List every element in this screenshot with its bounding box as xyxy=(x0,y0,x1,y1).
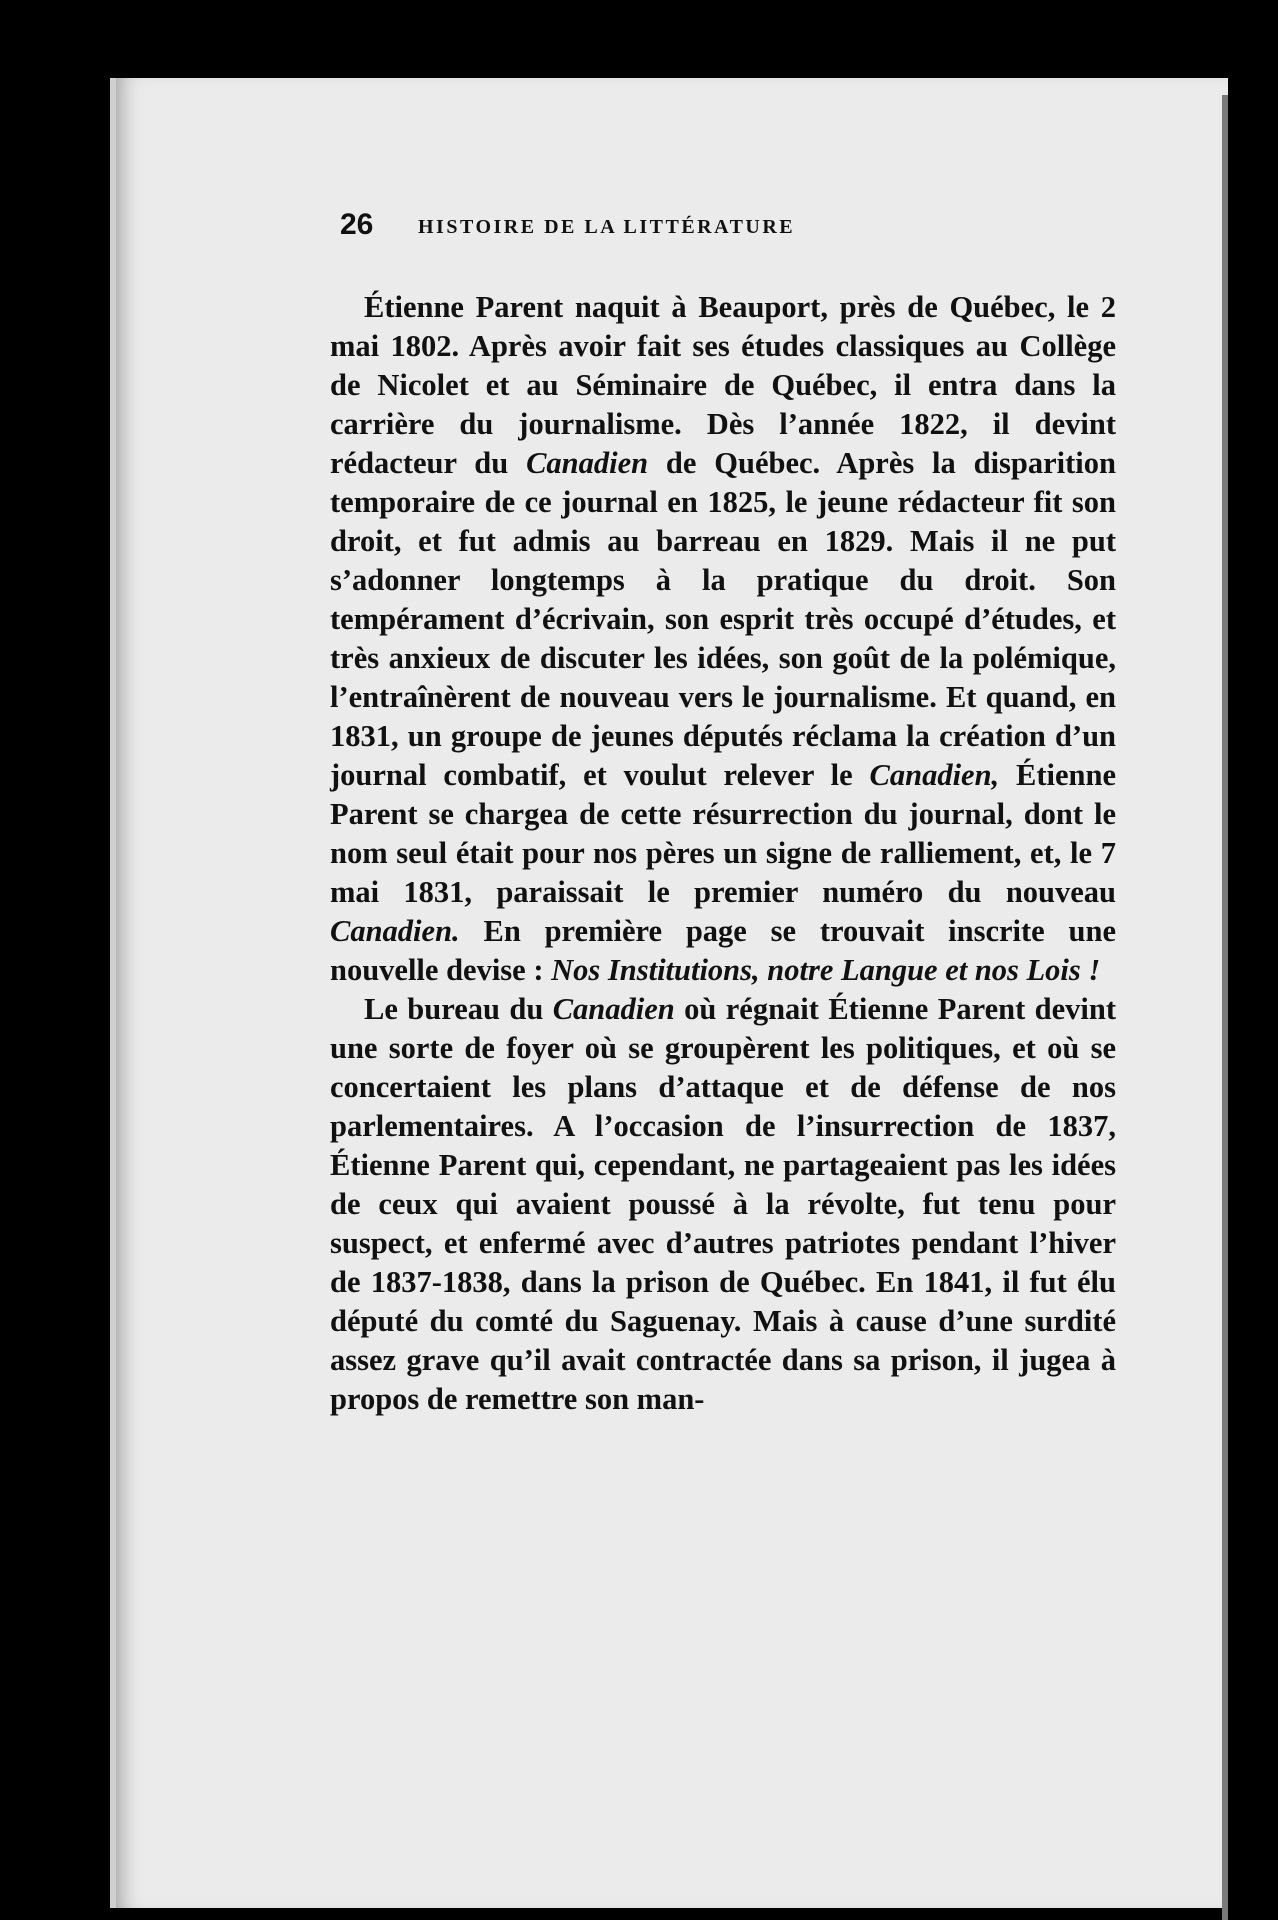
paragraph-1-italic-2: Canadien, xyxy=(869,758,1000,792)
paragraph-2-text-1: Le bureau du xyxy=(364,992,553,1026)
paragraph-2 xyxy=(330,990,1116,1419)
paragraph-2-text-2: où régnait Étienne Parent devint une sorte de foyer où se groupèrent les politiques, et où se concertaient les plans d’attaque et de défense de nos parlementaires. A l’occasion de l’insurrection de 1837, Étienne Parent qui, cependant, ne partageaient pas les idées de ceux qui avaient poussé à la révolte, fut tenu pour suspect, et enfermé avec d’autres patriotes pendant l’hiver de 1837-1838, dans la prison de Québec. En 1841, il fut élu député du comté du Saguenay. Mais à cause d’une surdité assez grave qu’il avait contractée dans sa prison, il jugea à propos de remettre son man- xyxy=(330,992,1116,1416)
paragraph-1-motto: Nos Institutions, notre Langue et nos Lois ! xyxy=(551,953,1101,987)
page-edge xyxy=(1222,95,1228,1920)
page-header xyxy=(340,208,1060,248)
running-title: HISTOIRE DE LA LITTÉRATURE xyxy=(418,216,796,238)
paragraph-1 xyxy=(330,288,1116,990)
paragraph-1-text-1: Étienne Parent naquit à Beauport, près de Québec, le 2 mai 1802. Après avoir fait ses études classiques au Collège de Nicolet et au Séminaire de Québec, il entra dans la carrière du journalisme. Dès l’année 1822, il devint rédacteur du xyxy=(330,290,1116,480)
paragraph-1-text-3: Étienne Parent se chargea de cette résurrection du journal, dont le nom seul était pour nos pères un signe de ralliement, et, le 7 mai 1831, paraissait le premier numéro du nouveau xyxy=(330,758,1117,909)
paragraph-2-italic-1: Canadien xyxy=(552,992,675,1026)
paragraph-1-italic-3: Canadien. xyxy=(330,914,460,948)
paragraph-1-text-4: En première page se trouvait inscrite une nouvelle devise : xyxy=(330,914,1116,987)
paragraph-1-text-2: de Québec. Après la disparition temporaire de ce journal en 1825, le jeune rédacteur fit son droit, et fut admis au barreau en 1829. Mais il ne put s’adonner longtemps à la pratique du droit. Son tempérament d’écrivain, son esprit très occupé d’études, et très anxieux de discuter les idées, son goût de la polémique, l’entraînèrent de nouveau vers le journalisme. Et quand, en 1831, un groupe de jeunes députés réclama la création d’un journal combatif, et voulut relever le xyxy=(330,446,1116,792)
paragraph-1-italic-1: Canadien xyxy=(526,446,649,480)
page-number: 26 xyxy=(340,208,374,241)
body-text xyxy=(330,288,1116,1419)
